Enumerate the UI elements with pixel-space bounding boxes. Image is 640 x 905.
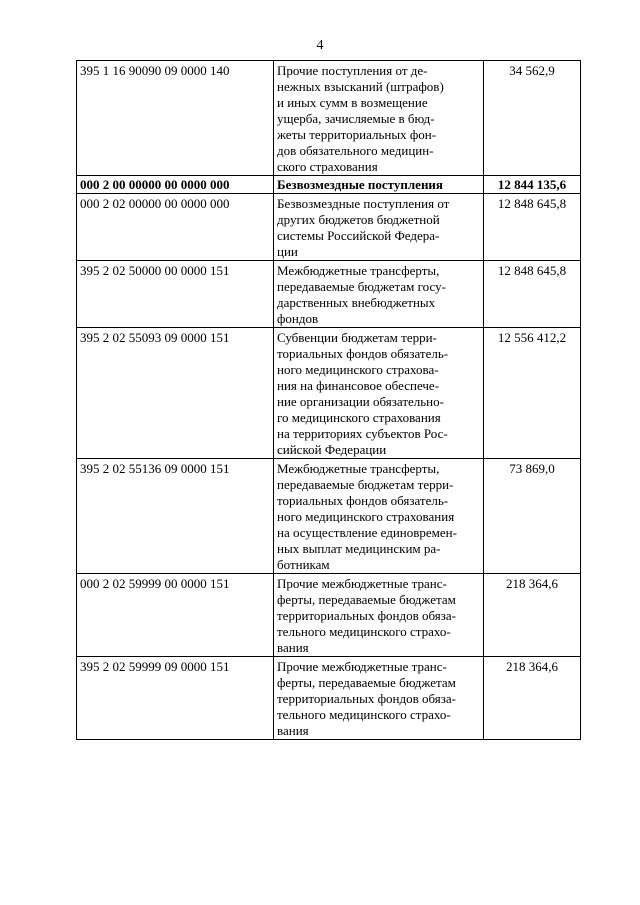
description-line: Прочие межбюджетные транс-	[277, 659, 447, 674]
description-line: дов обязательного медицин-	[277, 143, 434, 158]
table-row	[77, 574, 581, 657]
budget-code: 395 2 02 55093 09 0000 151	[77, 328, 274, 459]
description-line: ферты, передаваемые бюджетам	[277, 592, 456, 607]
amount: 218 364,6	[484, 657, 581, 740]
budget-code: 000 2 00 00000 00 0000 000	[77, 176, 274, 194]
description-line: территориальных фондов обяза-	[277, 691, 457, 706]
amount: 34 562,9	[484, 61, 581, 176]
page-number: 4	[316, 38, 324, 53]
description-line: дарственных внебюджетных	[277, 295, 436, 310]
revenue-description	[274, 194, 484, 261]
amount: 73 869,0	[484, 459, 581, 574]
description-line: Безвозмездные поступления	[277, 177, 443, 192]
description-line: Безвозмездные поступления от	[277, 196, 450, 211]
description-line: ного медицинского страхования	[277, 509, 455, 524]
budget-code: 395 1 16 90090 09 0000 140	[77, 61, 274, 176]
table-row	[77, 459, 581, 574]
description-line: тельного медицинского страхо-	[277, 624, 451, 639]
description-line: фондов	[277, 311, 319, 326]
description-line: ского страхования	[277, 159, 378, 174]
description-line: системы Российской Федера-	[277, 228, 440, 243]
budget-code: 000 2 02 59999 00 0000 151	[77, 574, 274, 657]
table-row	[77, 328, 581, 459]
budget-revenue-table	[76, 60, 581, 740]
table-row	[77, 194, 581, 261]
description-line: на территориях субъектов Рос-	[277, 426, 448, 441]
description-line: ных выплат медицинским ра-	[277, 541, 441, 556]
table-row-total	[77, 176, 581, 194]
description-line: ботникам	[277, 557, 330, 572]
revenue-description	[274, 176, 484, 194]
description-line: территориальных фондов обяза-	[277, 608, 457, 623]
amount: 12 848 645,8	[484, 261, 581, 328]
description-line: ториальных фондов обязатель-	[277, 493, 449, 508]
description-line: тельного медицинского страхо-	[277, 707, 451, 722]
budget-code: 395 2 02 50000 00 0000 151	[77, 261, 274, 328]
description-line: ного медицинского страхова-	[277, 362, 439, 377]
description-line: Субвенции бюджетам терри-	[277, 330, 437, 345]
table-row	[77, 657, 581, 740]
budget-code: 395 2 02 55136 09 0000 151	[77, 459, 274, 574]
revenue-description	[274, 657, 484, 740]
amount: 12 844 135,6	[484, 176, 581, 194]
budget-code: 395 2 02 59999 09 0000 151	[77, 657, 274, 740]
revenue-description	[274, 328, 484, 459]
revenue-description	[274, 261, 484, 328]
description-line: и иных сумм в возмещение	[277, 95, 428, 110]
description-line: го медицинского страхования	[277, 410, 441, 425]
description-line: ферты, передаваемые бюджетам	[277, 675, 456, 690]
table-row	[77, 261, 581, 328]
description-line: вания	[277, 723, 309, 738]
description-line: Межбюджетные трансферты,	[277, 263, 440, 278]
description-line: других бюджетов бюджетной	[277, 212, 440, 227]
description-line: сийской Федерации	[277, 442, 387, 457]
revenue-description	[274, 459, 484, 574]
description-line: передаваемые бюджетам терри-	[277, 477, 454, 492]
table-row	[77, 61, 581, 176]
description-line: передаваемые бюджетам госу-	[277, 279, 446, 294]
description-line: жеты территориальных фон-	[277, 127, 437, 142]
amount: 12 848 645,8	[484, 194, 581, 261]
description-line: Прочие межбюджетные транс-	[277, 576, 447, 591]
revenue-description	[274, 61, 484, 176]
description-line: вания	[277, 640, 309, 655]
description-line: на осуществление единовремен-	[277, 525, 457, 540]
budget-code: 000 2 02 00000 00 0000 000	[77, 194, 274, 261]
description-line: ущерба, зачисляемые в бюд-	[277, 111, 435, 126]
amount: 12 556 412,2	[484, 328, 581, 459]
description-line: Прочие поступления от де-	[277, 63, 428, 78]
revenue-description	[274, 574, 484, 657]
description-line: Межбюджетные трансферты,	[277, 461, 440, 476]
description-line: нежных взысканий (штрафов)	[277, 79, 444, 94]
description-line: ции	[277, 244, 298, 259]
description-line: ния на финансовое обеспече-	[277, 378, 440, 393]
description-line: ние организации обязательно-	[277, 394, 444, 409]
amount: 218 364,6	[484, 574, 581, 657]
description-line: ториальных фондов обязатель-	[277, 346, 449, 361]
